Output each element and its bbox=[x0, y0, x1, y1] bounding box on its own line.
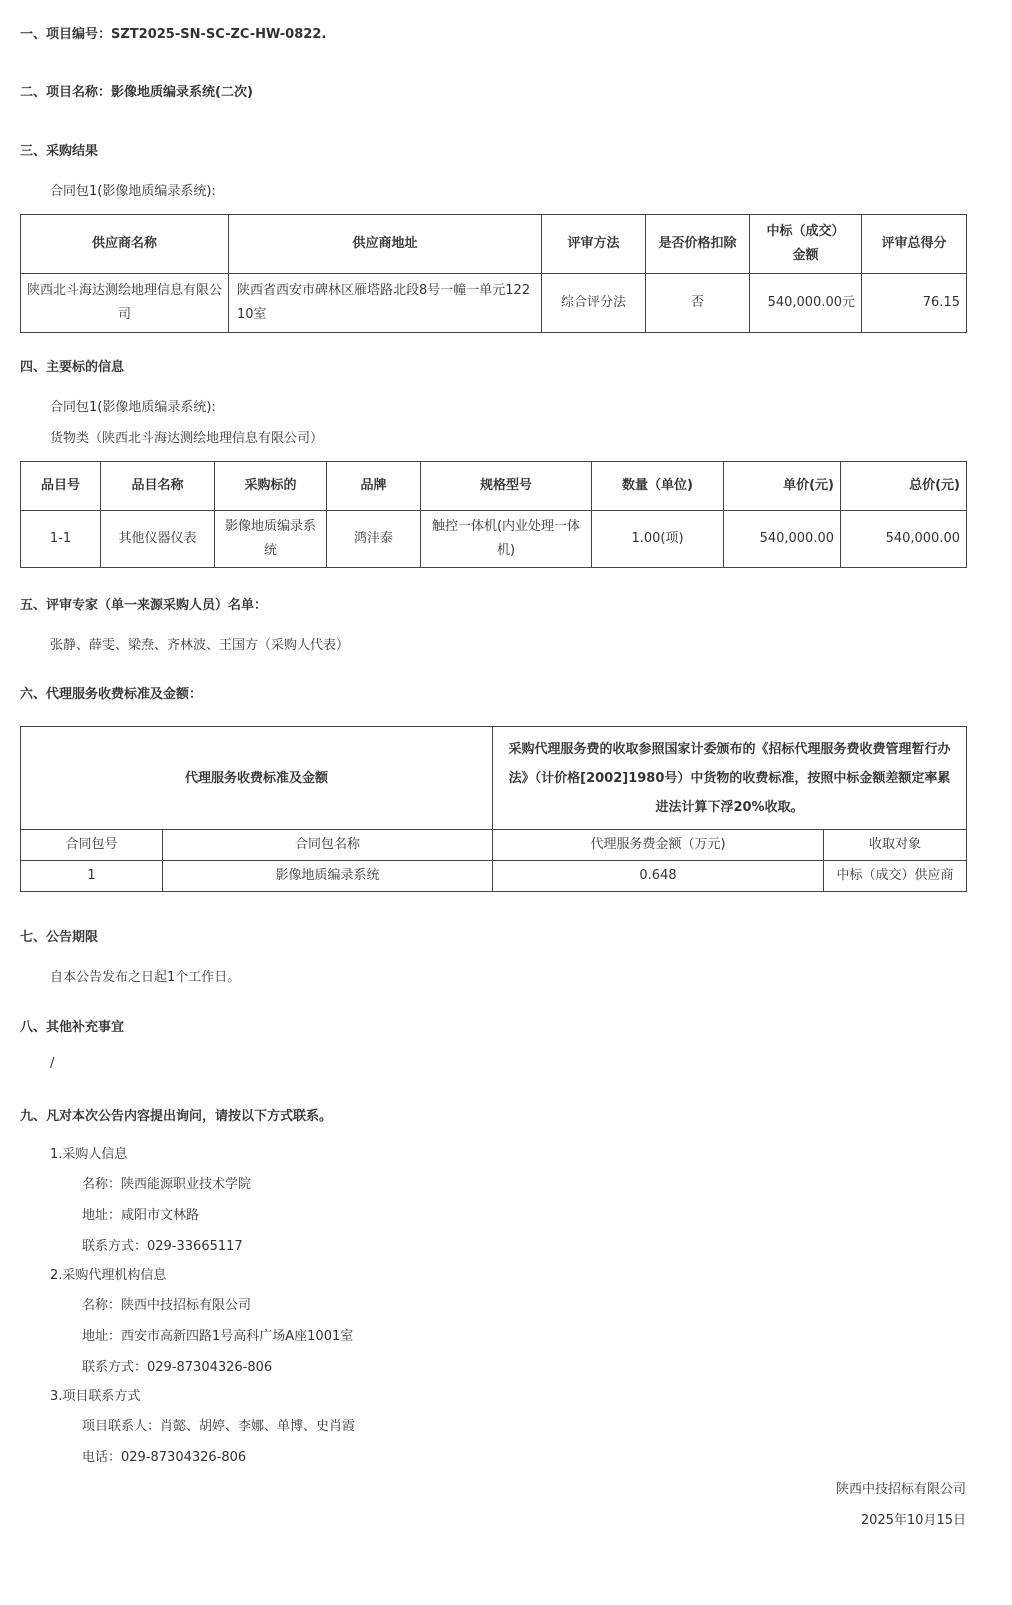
table-header-cell: 品目名称 bbox=[101, 462, 215, 511]
project-contact-phone: 电话：029-87304326-806 bbox=[82, 1450, 247, 1465]
table-cell: 综合评分法 bbox=[542, 274, 646, 333]
table-cell: 中标（成交）供应商 bbox=[824, 861, 967, 892]
purchaser-contact: 联系方式：029-33665117 bbox=[82, 1239, 243, 1254]
item-number-label: 一、项目编号： bbox=[20, 27, 112, 42]
table-cell: 陕西省西安市碑林区雁塔路北段8号一幢一单元12210室 bbox=[229, 274, 542, 333]
section-3-title: 三、采购结果 bbox=[20, 144, 99, 159]
purchaser-address: 地址：咸阳市文林路 bbox=[82, 1208, 200, 1223]
table-header-cell: 评审总得分 bbox=[862, 215, 967, 274]
section-7-title: 七、公告期限 bbox=[20, 930, 99, 945]
section-5-title: 五、评审专家（单一来源采购人员）名单： bbox=[20, 598, 268, 613]
table-cell: 否 bbox=[646, 274, 750, 333]
table-cell: 代理服务收费标准及金额 bbox=[21, 727, 493, 830]
table-header-cell: 总价(元) bbox=[841, 462, 967, 511]
table-cell: 鸿沣泰 bbox=[327, 511, 421, 568]
table-header-cell: 数量（单位) bbox=[592, 462, 724, 511]
table-cell: 1-1 bbox=[21, 511, 101, 568]
agency-info-heading: 2.采购代理机构信息 bbox=[50, 1268, 167, 1283]
item-number-line bbox=[20, 23, 326, 42]
table-header-cell: 单价(元) bbox=[724, 462, 841, 511]
table-header-row bbox=[21, 215, 967, 274]
table-header-cell: 是否价格扣除 bbox=[646, 215, 750, 274]
table-header-row bbox=[21, 462, 967, 511]
project-contact-people: 项目联系人：肖懿、胡婷、李娜、单博、史肖霞 bbox=[82, 1419, 356, 1434]
table-header-cell: 收取对象 bbox=[824, 830, 967, 861]
table-header-cell: 采购标的 bbox=[215, 462, 327, 511]
table-row bbox=[21, 861, 967, 892]
table-header-cell: 评审方法 bbox=[542, 215, 646, 274]
table-header-cell: 代理服务费金额（万元) bbox=[493, 830, 824, 861]
project-contact-heading: 3.项目联系方式 bbox=[50, 1389, 141, 1404]
procurement-result-table bbox=[20, 214, 967, 333]
table-header-cell: 供应商地址 bbox=[229, 215, 542, 274]
supplementary-text: / bbox=[50, 1056, 55, 1071]
section-4-category: 货物类（陕西北斗海达测绘地理信息有限公司） bbox=[50, 431, 324, 446]
table-row bbox=[21, 727, 967, 830]
section-3-package: 合同包1(影像地质编录系统): bbox=[50, 184, 216, 199]
table-cell: 采购代理服务费的收取参照国家计委颁布的《招标代理服务费收费管理暂行办法》（计价格[2002]1980号）中货物的收费标准，按照中标金额差额定率累进法计算下浮20%收取。 bbox=[493, 727, 967, 830]
agency-fee-table bbox=[20, 726, 967, 892]
footer-date: 2025年10月15日 bbox=[860, 1513, 966, 1528]
purchaser-info-heading: 1.采购人信息 bbox=[50, 1147, 128, 1162]
table-header-cell: 品牌 bbox=[327, 462, 421, 511]
table-header-cell: 合同包号 bbox=[21, 830, 163, 861]
table-cell: 其他仪器仪表 bbox=[101, 511, 215, 568]
item-name-label: 二、项目名称： bbox=[20, 85, 112, 100]
table-cell: 540,000.00元 bbox=[750, 274, 862, 333]
agency-contact: 联系方式：029-87304326-806 bbox=[82, 1360, 273, 1375]
section-8-title: 八、其他补充事宜 bbox=[20, 1020, 125, 1035]
agency-name: 名称：陕西中技招标有限公司 bbox=[82, 1298, 252, 1313]
table-cell: 触控一体机(内业处理一体机) bbox=[421, 511, 592, 568]
section-6-title: 六、代理服务收费标准及金额： bbox=[20, 687, 203, 702]
item-number-value: SZT2025-SN-SC-ZC-HW-0822. bbox=[111, 27, 327, 42]
agency-address: 地址：西安市高新四路1号高科广场A座1001室 bbox=[82, 1329, 354, 1344]
table-header-cell: 供应商名称 bbox=[21, 215, 229, 274]
section-4-package: 合同包1(影像地质编录系统): bbox=[50, 400, 216, 415]
table-cell: 1 bbox=[21, 861, 163, 892]
item-name-line bbox=[20, 81, 253, 100]
section-4-title: 四、主要标的信息 bbox=[20, 360, 125, 375]
table-cell: 540,000.00 bbox=[841, 511, 967, 568]
table-row bbox=[21, 274, 967, 333]
announcement-period: 自本公告发布之日起1个工作日。 bbox=[50, 970, 241, 985]
table-header-cell: 品目号 bbox=[21, 462, 101, 511]
table-cell: 0.648 bbox=[493, 861, 824, 892]
footer-organization: 陕西中技招标有限公司 bbox=[835, 1482, 966, 1497]
item-name-value: 影像地质编录系统(二次) bbox=[111, 85, 253, 100]
table-header-row bbox=[21, 830, 967, 861]
table-cell: 陕西北斗海达测绘地理信息有限公司 bbox=[21, 274, 229, 333]
table-header-cell: 中标（成交）金额 bbox=[750, 215, 862, 274]
table-cell: 1.00(项) bbox=[592, 511, 724, 568]
table-cell: 540,000.00 bbox=[724, 511, 841, 568]
expert-names: 张静、薛雯、梁焘、齐林波、王国方（采购人代表） bbox=[50, 638, 350, 653]
purchaser-name: 名称：陕西能源职业技术学院 bbox=[82, 1177, 252, 1192]
table-cell: 76.15 bbox=[862, 274, 967, 333]
table-cell: 影像地质编录系统 bbox=[163, 861, 493, 892]
table-cell: 影像地质编录系统 bbox=[215, 511, 327, 568]
main-items-table bbox=[20, 461, 967, 568]
section-9-title: 九、凡对本次公告内容提出询问，请按以下方式联系。 bbox=[20, 1109, 333, 1124]
table-header-cell: 合同包名称 bbox=[163, 830, 493, 861]
table-row bbox=[21, 511, 967, 568]
table-header-cell: 规格型号 bbox=[421, 462, 592, 511]
